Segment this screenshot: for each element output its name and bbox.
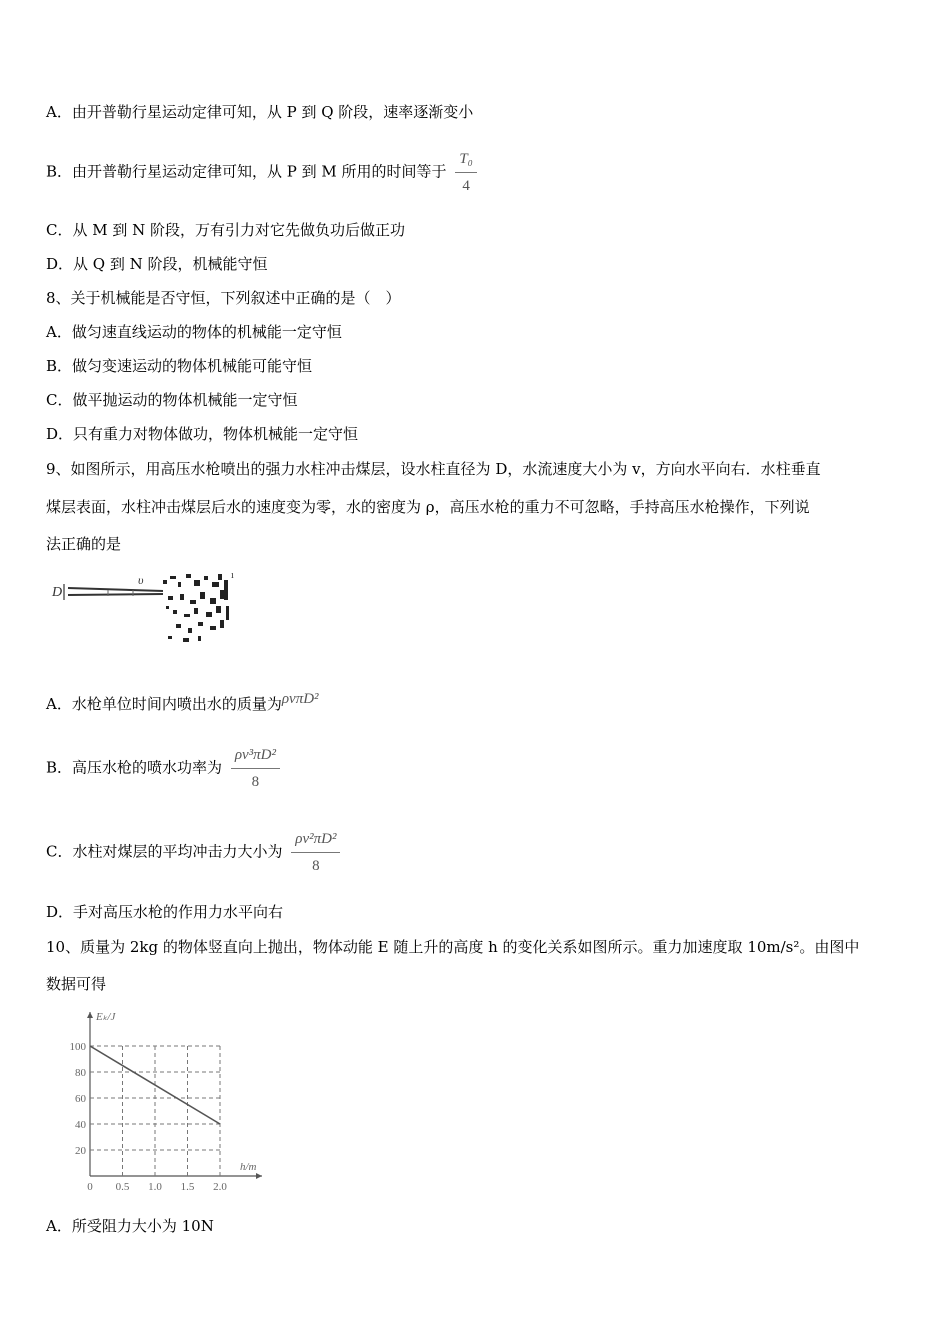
q9-option-b-fraction [231,744,280,793]
y-tick-label: 100 [69,1041,86,1053]
q9-option-d: D．手对高压水枪的作用力水平向右 [46,903,284,921]
fraction-denominator: 8 [251,774,260,790]
x-axis-arrow [256,1173,262,1179]
q10-stem-line-2: 数据可得 [46,975,107,993]
y-axis-arrow [87,1012,93,1018]
figure-label-d: D [52,585,63,600]
q9-stem-line-2: 煤层表面，水柱冲击煤层后水的速度变为零，水的密度为 ρ，高压水枪的重力不可忽略，手持高压水枪操作，下列说 [46,498,810,516]
water-jet-lines [64,584,163,600]
q7-option-c: C．从 M 到 N 阶段，万有引力对它先做负功后做正功 [46,221,406,239]
q9-stem-line-3: 法正确的是 [46,535,122,553]
fraction-numerator: ρv²πD² [291,828,340,853]
q8-option-b: B．做匀变速运动的物体机械能可能守恒 [46,357,313,375]
q9-option-c-text: C．水柱对煤层的平均冲击力大小为 [46,842,283,861]
q7-option-b [46,148,477,197]
figure-label-v: υ [138,573,144,587]
y-tick-label: 20 [75,1145,86,1157]
coal-seam-texture [163,574,229,642]
q9-option-a-formula: ρvπD² [281,691,319,707]
q10-stem-line-1: 10、质量为 2kg 的物体竖直向上抛出，物体动能 E 随上升的高度 h 的变化关系如图所示。重力加速度取 10m/s²。由图中 [46,938,860,956]
figure-tick-mark: ı [231,570,234,581]
fraction-t0-over-4 [455,148,477,197]
x-tick-label: 1.0 [148,1181,162,1193]
fraction-denominator: 8 [312,858,320,874]
water-gun-figure [48,566,238,650]
y-tick-label: 60 [75,1093,86,1105]
q8-stem: 8、关于机械能是否守恒，下列叙述中正确的是（ ） [46,289,401,307]
x-tick-label: 0.5 [115,1181,130,1193]
q8-option-d: D．只有重力对物体做功，物体机械能一定守恒 [46,425,359,443]
q7-option-d: D．从 Q 到 N 阶段，机械能守恒 [46,255,268,273]
q10-option-a: A．所受阻力大小为 10N [46,1217,214,1235]
fraction-numerator: T₀ [455,148,477,173]
q8-option-a: A．做匀速直线运动的物体的机械能一定守恒 [46,323,342,341]
q9-option-b [46,744,280,793]
x-tick-label: 2.0 [213,1181,227,1193]
fraction-numerator: ρv³πD² [231,744,280,769]
y-tick-label: 80 [75,1067,86,1079]
y-tick-label: 40 [75,1119,86,1131]
q8-option-c: C．做平抛运动的物体机械能一定守恒 [46,391,298,409]
q9-stem-line-1: 9、如图所示，用高压水枪喷出的强力水柱冲击煤层，设水柱直径为 D，水流速度大小为 v，方向水平向右．水柱垂直 [46,460,821,478]
q9-option-a [46,688,319,715]
q9-option-c-fraction [291,828,340,877]
x-tick-label: 0 [87,1181,93,1193]
fraction-denominator: 4 [462,178,470,194]
q7-option-a: A．由开普勒行星运动定律可知，从 P 到 Q 阶段，速率逐渐变小 [46,103,474,121]
x-axis-label: h/m [240,1161,257,1173]
q9-option-a-text: A．水枪单位时间内喷出水的质量为 [46,695,282,713]
energy-height-chart [56,1006,270,1198]
x-tick-label: 1.5 [180,1181,195,1193]
q9-option-c [46,828,340,877]
q9-option-b-text: B．高压水枪的喷水功率为 [46,758,223,777]
y-axis-label: Eₖ/J [96,1011,116,1023]
q7-option-b-text: B．由开普勒行星运动定律可知，从 P 到 M 所用的时间等于 [46,162,447,181]
